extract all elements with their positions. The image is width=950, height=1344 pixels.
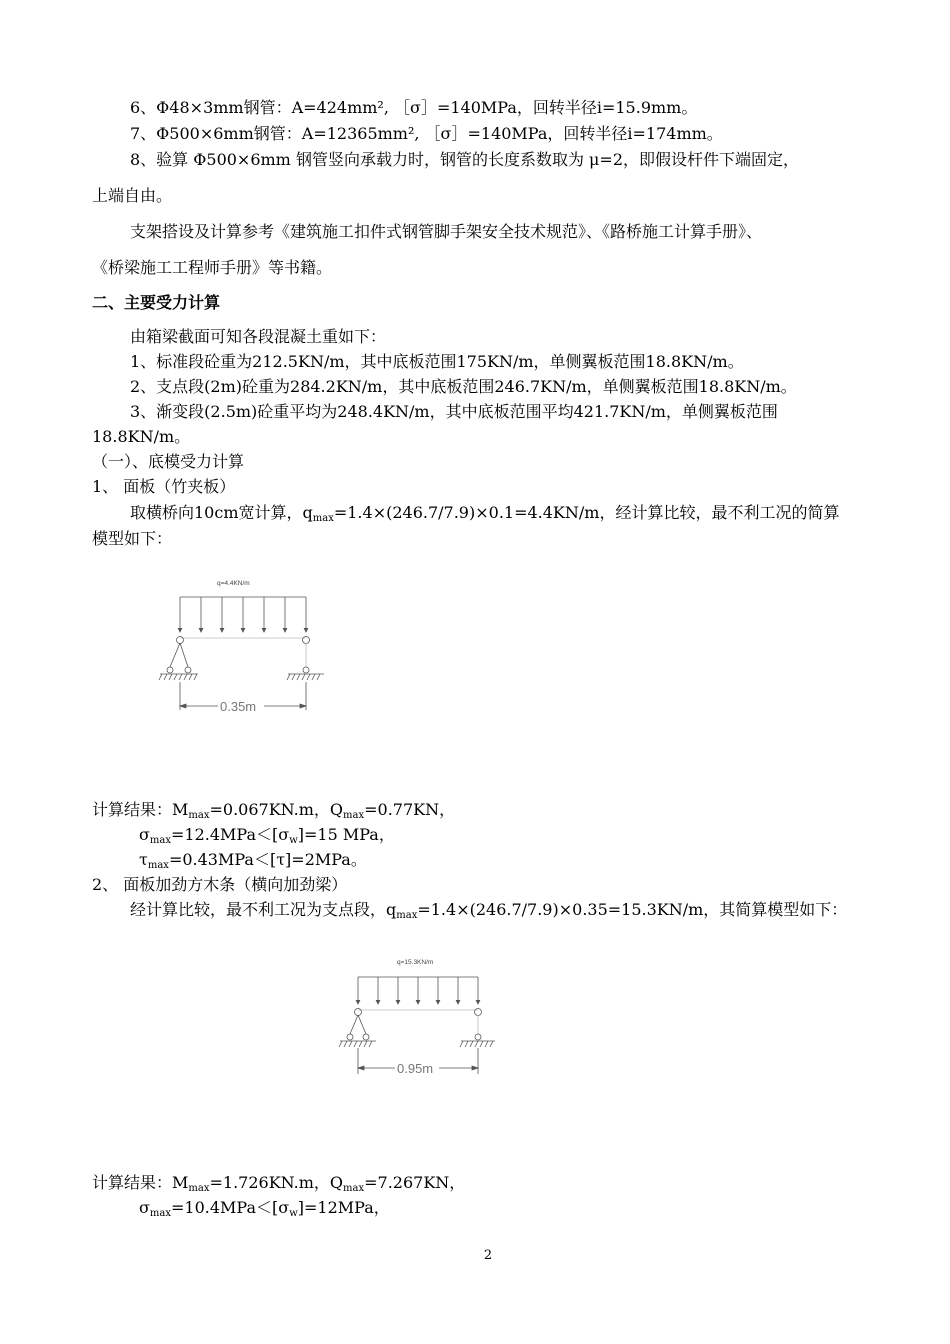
- result-1-line-3: [139, 850, 367, 870]
- concrete-item-1: [130, 352, 744, 372]
- concrete-item-3: [130, 402, 778, 422]
- result-2-sigma-end: ]=12MPa，: [297, 1198, 390, 1217]
- calc-2-line: [130, 900, 847, 920]
- spec-line-6: [130, 98, 697, 118]
- roller-support-right-2: [460, 1009, 495, 1048]
- calc-2-pre: 经计算比较，最不利工况为支点段，q: [130, 900, 397, 919]
- result-2-q-value: =7.267KN，: [364, 1173, 466, 1192]
- result-1-sigma: σ: [139, 825, 150, 844]
- concrete-item-3-text-cont: 18.8KN/m。: [92, 427, 191, 446]
- result-1-line-2: [139, 825, 395, 845]
- result-1-sigma-w-sub: w: [289, 835, 298, 846]
- calc-1-line: [130, 503, 839, 523]
- result-2-line-1: [92, 1173, 465, 1193]
- spec-line-8: [130, 150, 799, 170]
- result-2-q-sub: max: [343, 1183, 365, 1194]
- result-1-q-label: =0.067KN.m，Q: [209, 800, 344, 819]
- span-label-1: 0.35m: [220, 699, 257, 714]
- roller-support-right-1: [287, 637, 324, 681]
- concrete-intro-text: 由箱梁截面可知各段混凝土重如下：: [130, 327, 387, 346]
- spec-7-text: 7、Φ500×6mm钢管：A=12365mm², ［σ］=140MPa，回转半径i=174mm。: [130, 124, 723, 143]
- pin-support-left-1: [159, 637, 198, 681]
- spec-line-7: [130, 124, 723, 144]
- reference-line-cont: [92, 258, 332, 278]
- result-1-tau: τ: [139, 850, 148, 869]
- subsection-heading-text: （一）、底模受力计算: [92, 452, 245, 471]
- item-1-heading-text: 1、 面板（竹夹板）: [92, 477, 236, 496]
- result-2-m-label: 计算结果：M: [92, 1173, 189, 1192]
- calc-2-post: =1.4×(246.7/7.9)×0.35=15.3KN/m，其简算模型如下：: [417, 900, 848, 919]
- item-2-heading: [92, 875, 347, 895]
- item-2-heading-text: 2、 面板加劲方木条（横向加劲梁）: [92, 875, 348, 894]
- result-2-sigma-mid: =10.4MPa＜[σ: [171, 1198, 290, 1217]
- spec-8-text: 8、验算 Φ500×6mm 钢管竖向承载力时，钢管的长度系数取为 μ=2，即假设杆件下端固定，: [130, 150, 800, 169]
- calc-1-post: =1.4×(246.7/7.9)×0.1=4.4KN/m，经计算比较，最不利工况的简算: [333, 503, 840, 522]
- load-arrows-1: [178, 597, 308, 632]
- result-1-m-label: 计算结果：M: [92, 800, 189, 819]
- item-1-heading: [92, 477, 235, 497]
- concrete-item-2: [130, 377, 797, 397]
- result-2-sigma-sub: max: [149, 1208, 172, 1219]
- pin-support-left-2: [339, 1009, 376, 1048]
- spec-8-text-cont: 上端自由。: [92, 186, 173, 205]
- result-1-sigma-mid: =12.4MPa＜[σ: [171, 825, 290, 844]
- beam-diagram-1: [150, 576, 340, 716]
- concrete-item-3-cont: [92, 427, 190, 447]
- concrete-item-2-text: 2、支点段(2m)砼重为284.2KN/m，其中底板范围246.7KN/m，单侧翼板范围18.8KN/m。: [130, 377, 797, 396]
- load-arrows-2: [356, 977, 480, 1004]
- result-1-m-sub: max: [188, 810, 210, 821]
- calc-1-sub: max: [312, 513, 334, 524]
- result-1-line-1: [92, 800, 455, 820]
- concrete-intro: [130, 327, 386, 347]
- result-1-q-value: =0.77KN，: [364, 800, 456, 819]
- calc-1-pre: 取横桥向10cm宽计算，q: [130, 503, 313, 522]
- section-heading: [92, 293, 220, 313]
- result-1-tau-sub: max: [147, 860, 169, 871]
- result-1-sigma-end: ]=15 MPa，: [297, 825, 395, 844]
- result-2-m-sub: max: [188, 1183, 210, 1194]
- load-label-2: q=15.3KN/m: [397, 959, 434, 966]
- calc-1-cont: 模型如下：: [92, 529, 173, 548]
- reference-line: [130, 222, 762, 242]
- result-2-line-2: [139, 1198, 390, 1218]
- reference-text-cont: 《桥梁施工工程师手册》等书籍。: [92, 258, 333, 277]
- span-label-2: 0.95m: [397, 1061, 434, 1076]
- result-1-sigma-sub: max: [149, 835, 172, 846]
- calc-1-line-cont: [92, 529, 172, 549]
- subsection-heading: [92, 452, 244, 472]
- spec-line-8-cont: [92, 186, 172, 206]
- calc-2-sub: max: [396, 910, 418, 921]
- result-2-q-label: =1.726KN.m，Q: [209, 1173, 344, 1192]
- concrete-item-1-text: 1、标准段砼重为212.5KN/m，其中底板范围175KN/m，单侧翼板范围18.8KN/m。: [130, 352, 744, 371]
- load-label-1: q=4.4KN/m: [217, 580, 250, 587]
- reference-text: 支架搭设及计算参考《建筑施工扣件式钢管脚手架安全技术规范》、《路桥施工计算手册》、: [130, 222, 763, 241]
- page-number: 2: [483, 1248, 493, 1263]
- beam-diagram-2: [335, 952, 505, 1084]
- result-2-sigma: σ: [139, 1198, 150, 1217]
- result-1-tau-end: =0.43MPa＜[τ]=2MPa。: [168, 850, 367, 869]
- spec-6-text: 6、Φ48×3mm钢管：A=424mm², ［σ］=140MPa，回转半径i=15.9mm。: [130, 98, 698, 117]
- result-2-sigma-w-sub: w: [289, 1208, 298, 1219]
- section-heading-text: 二、主要受力计算: [92, 293, 221, 312]
- result-1-q-sub: max: [343, 810, 365, 821]
- concrete-item-3-text: 3、渐变段(2.5m)砼重平均为248.4KN/m，其中底板范围平均421.7KN/m，单侧翼板范围: [130, 402, 778, 421]
